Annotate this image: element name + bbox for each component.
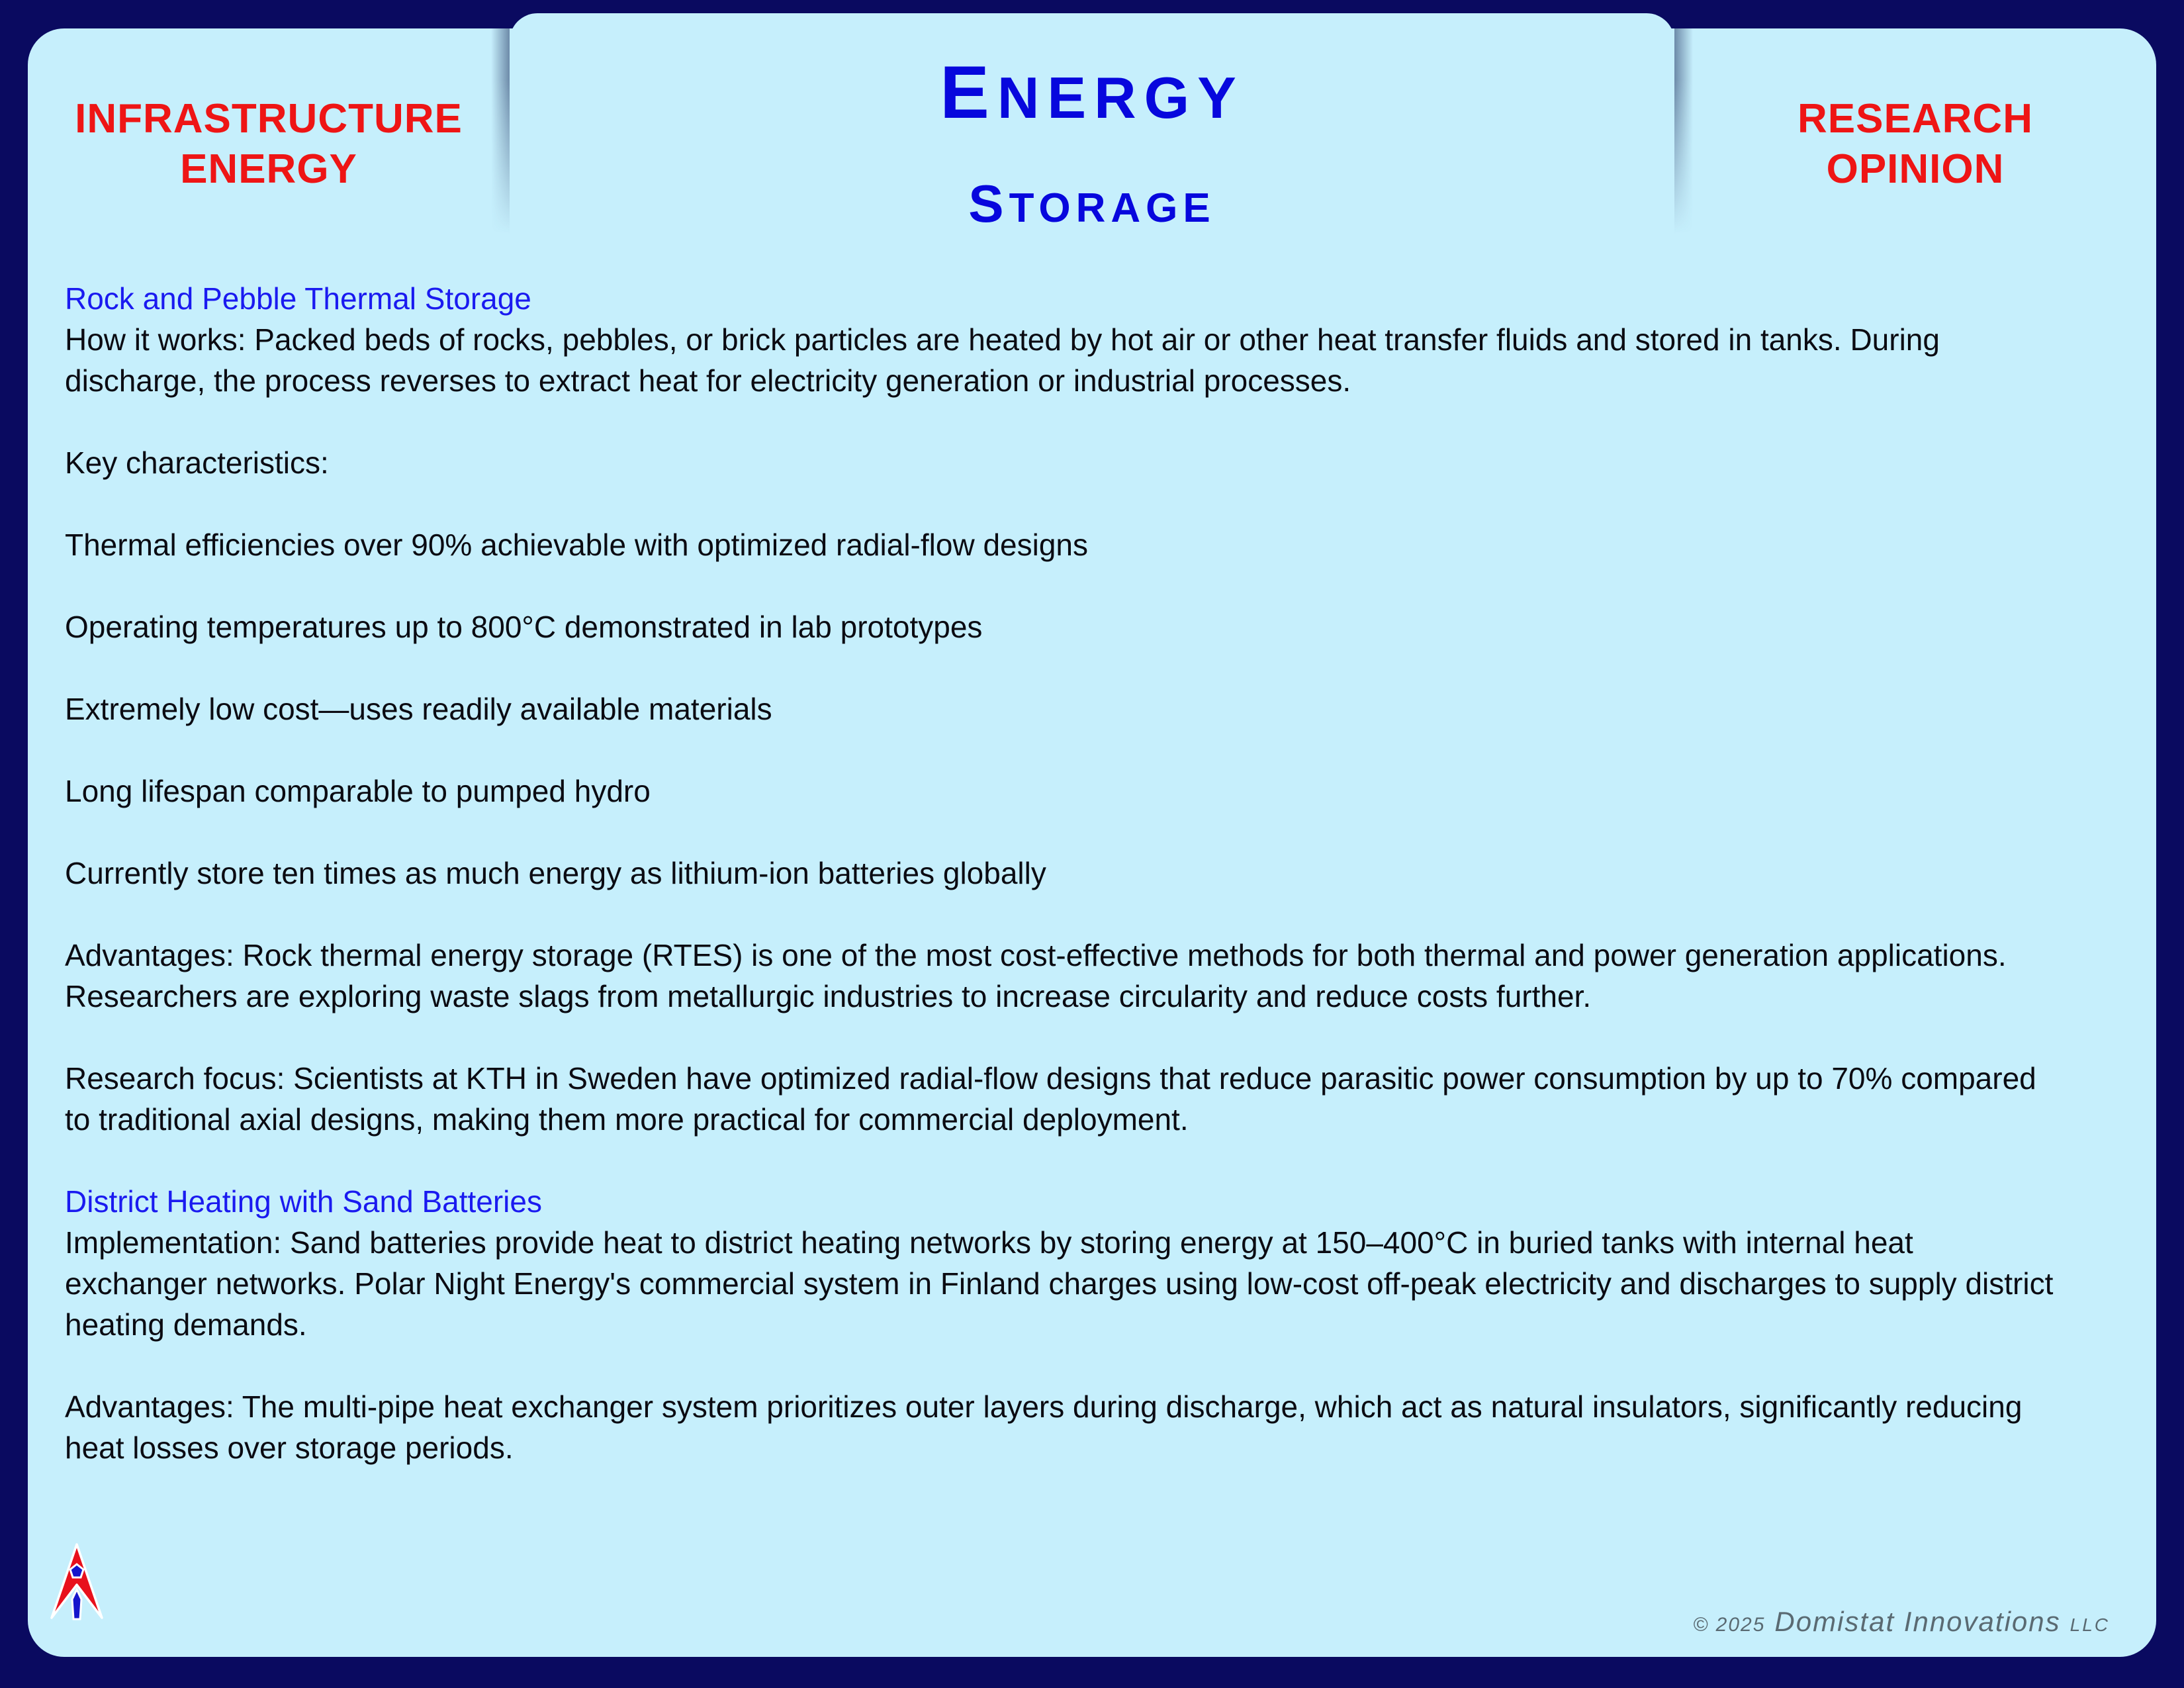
tab-infrastructure-energy-line1: INFRASTRUCTURE bbox=[75, 96, 463, 142]
tab-research-opinion-line1: RESEARCH bbox=[1797, 96, 2033, 142]
page-title-energy-initial: E bbox=[940, 51, 997, 134]
paragraph-storage-capacity: Currently store ten times as much energy as lithium-ion batteries globally bbox=[65, 856, 1046, 890]
page-title-storage bbox=[510, 176, 1674, 247]
copyright-year: © 2025 bbox=[1693, 1614, 1766, 1636]
tab-research-opinion[interactable] bbox=[1674, 94, 2156, 195]
page-title bbox=[510, 53, 1674, 247]
article-body bbox=[65, 278, 2057, 1509]
paragraph-implementation: Implementation: Sand batteries provide heat to district heating networks by storing energy at 150–400°C in buried tanks with internal heat exchanger networks. Polar Night Energy's commercial system in Finland charges using low-cost off-peak electricity and discharges to supply district heating demands. bbox=[65, 1225, 2054, 1342]
page-title-storage-rest: TORAGE bbox=[1009, 185, 1216, 231]
paragraph-how-it-works: How it works: Packed beds of rocks, pebbles, or brick particles are heated by hot air or other heat transfer fluids and stored in tanks. During discharge, the process reverses to extract heat for electricity generation or industrial processes. bbox=[65, 322, 1940, 398]
page-title-energy bbox=[510, 53, 1674, 155]
logo-flame bbox=[72, 1589, 81, 1619]
copyright-suffix: LLC bbox=[2070, 1615, 2110, 1635]
section-heading-rock-pebble: Rock and Pebble Thermal Storage bbox=[65, 281, 531, 316]
compass-rocket-icon bbox=[49, 1542, 105, 1622]
paragraph-research-focus: Research focus: Scientists at KTH in Sweden have optimized radial-flow designs that reduce parasitic power consumption by up to 70% compared to traditional axial designs, making them more practical for commercial deployment. bbox=[65, 1061, 2036, 1137]
paragraph-long-lifespan: Long lifespan comparable to pumped hydro bbox=[65, 774, 651, 808]
paragraph-operating-temperatures: Operating temperatures up to 800°C demonstrated in lab prototypes bbox=[65, 610, 983, 644]
tab-infrastructure-energy[interactable] bbox=[28, 94, 510, 195]
paragraph-thermal-efficiencies: Thermal efficiencies over 90% achievable with optimized radial-flow designs bbox=[65, 528, 1089, 562]
copyright bbox=[1693, 1606, 2110, 1638]
page-title-energy-rest: NERGY bbox=[997, 65, 1244, 130]
tab-infrastructure-energy-line2: ENERGY bbox=[180, 146, 357, 192]
tab-research-opinion-line2: OPINION bbox=[1826, 146, 2005, 192]
paragraph-advantages-rtes: Advantages: Rock thermal energy storage (RTES) is one of the most cost-effective methods for both thermal and power generation applications. Researchers are exploring waste slags from metallurgic industries to increase circularity and reduce costs further. bbox=[65, 938, 2007, 1013]
paragraph-key-characteristics: Key characteristics: bbox=[65, 445, 329, 480]
page-title-storage-initial: S bbox=[968, 174, 1009, 233]
paragraph-low-cost: Extremely low cost—uses readily available materials bbox=[65, 692, 772, 726]
paragraph-advantages-multipipe: Advantages: The multi-pipe heat exchanger system prioritizes outer layers during discharge, which act as natural insulators, significantly reducing heat losses over storage periods. bbox=[65, 1389, 2023, 1465]
copyright-company: Domistat Innovations bbox=[1774, 1606, 2061, 1637]
section-heading-district-heating: District Heating with Sand Batteries bbox=[65, 1184, 542, 1219]
